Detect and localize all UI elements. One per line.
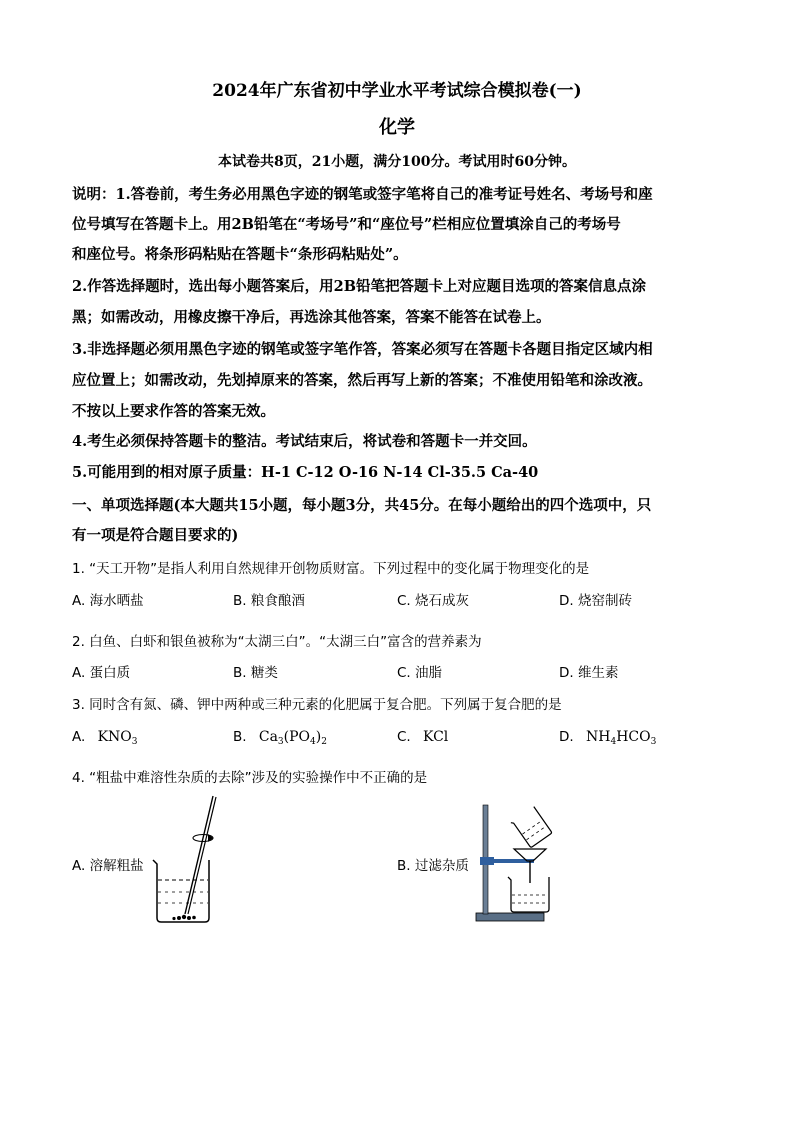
option-a[interactable]: A. 溶解粗盐 (72, 858, 144, 874)
subject-title: 化学 (379, 117, 415, 138)
chemical-formula: $Ca_3(PO_4)_2$ (258, 729, 327, 747)
question-stem: 2. 白鱼、白虾和银鱼被称为“太湖三白”。“太湖三白”富含的营养素为 (72, 634, 482, 650)
option-label: B. (233, 729, 247, 745)
option-d[interactable]: D. 维生素 (559, 665, 619, 681)
option-b[interactable] (233, 729, 327, 745)
option-b[interactable]: B. 过滤杂质 (397, 858, 469, 874)
option-b[interactable]: B. 糖类 (233, 665, 278, 681)
option-c[interactable] (397, 729, 448, 745)
question-stem: 3. 同时含有氮、磷、钾中两种或三种元素的化肥属于复合肥。下列属于复合肥的是 (72, 697, 562, 713)
option-d[interactable]: D. 烧窑制砖 (559, 593, 632, 609)
section-heading: 一、单项选择题(本大题共15小题，每小题3分，共45分。在每小题给出的四个选项中，只 (72, 497, 652, 514)
option-a[interactable]: A. 海水晒盐 (72, 593, 144, 609)
option-a[interactable] (72, 729, 138, 745)
chemical-formula: KCl (423, 729, 449, 745)
option-b[interactable]: B. 粮食酿酒 (233, 593, 305, 609)
exam-info: 本试卷共8页，21小题，满分100分。考试用时60分钟。 (218, 154, 576, 170)
chemical-formula: $KNO_3$ (97, 729, 138, 747)
option-d[interactable] (559, 729, 656, 745)
filtration-apparatus-illustration (470, 797, 570, 927)
instruction-line: 3.非选择题必须用黑色字迹的钢笔或签字笔作答，答案必须写在答题卡各题目指定区域内相 (72, 341, 653, 358)
instruction-line: 和座位号。将条形码粘贴在答题卡“条形码粘贴处”。 (72, 246, 408, 263)
instruction-line: 说明：1.答卷前，考生务必用黑色字迹的钢笔或签字笔将自己的准考证号姓名、考场号和座 (72, 186, 653, 203)
instruction-line: 应位置上；如需改动，先划掉原来的答案，然后再写上新的答案；不准使用铅笔和涂改液。 (72, 372, 652, 389)
section-heading: 有一项是符合题目要求的) (72, 527, 239, 544)
option-c[interactable]: C. 烧石成灰 (397, 593, 470, 609)
dissolving-beaker-illustration (145, 792, 225, 932)
instruction-line: 黑；如需改动，用橡皮擦干净后，再选涂其他答案，答案不能答在试卷上。 (72, 309, 551, 326)
instruction-line: 位号填写在答题卡上。用2B铅笔在“考场号”和“座位号”栏相应位置填涂自己的考场号 (72, 216, 621, 233)
instruction-line: 不按以上要求作答的答案无效。 (72, 403, 275, 420)
option-label: A. (72, 729, 86, 745)
page-title: 2024年广东省初中学业水平考试综合模拟卷(一) (212, 81, 582, 101)
option-c[interactable]: C. 油脂 (397, 665, 443, 681)
option-label: D. (559, 729, 574, 745)
instruction-line: 5.可能用到的相对原子质量：H-1 C-12 O-16 N-14 Cl-35.5 Ca-40 (72, 464, 539, 481)
question-stem: 4. “粗盐中难溶性杂质的去除”涉及的实验操作中不正确的是 (72, 770, 428, 786)
question-stem: 1. “天工开物”是指人利用自然规律开创物质财富。下列过程中的变化属于物理变化的是 (72, 561, 590, 577)
instruction-line: 2.作答选择题时，选出每小题答案后，用2B铅笔把答题卡上对应题目选项的答案信息点涂 (72, 278, 646, 295)
chemical-formula: $NH_4HCO_3$ (585, 729, 657, 747)
option-a[interactable]: A. 蛋白质 (72, 665, 131, 681)
option-label: C. (397, 729, 411, 745)
instruction-line: 4.考生必须保持答题卡的整洁。考试结束后，将试卷和答题卡一并交回。 (72, 433, 537, 450)
